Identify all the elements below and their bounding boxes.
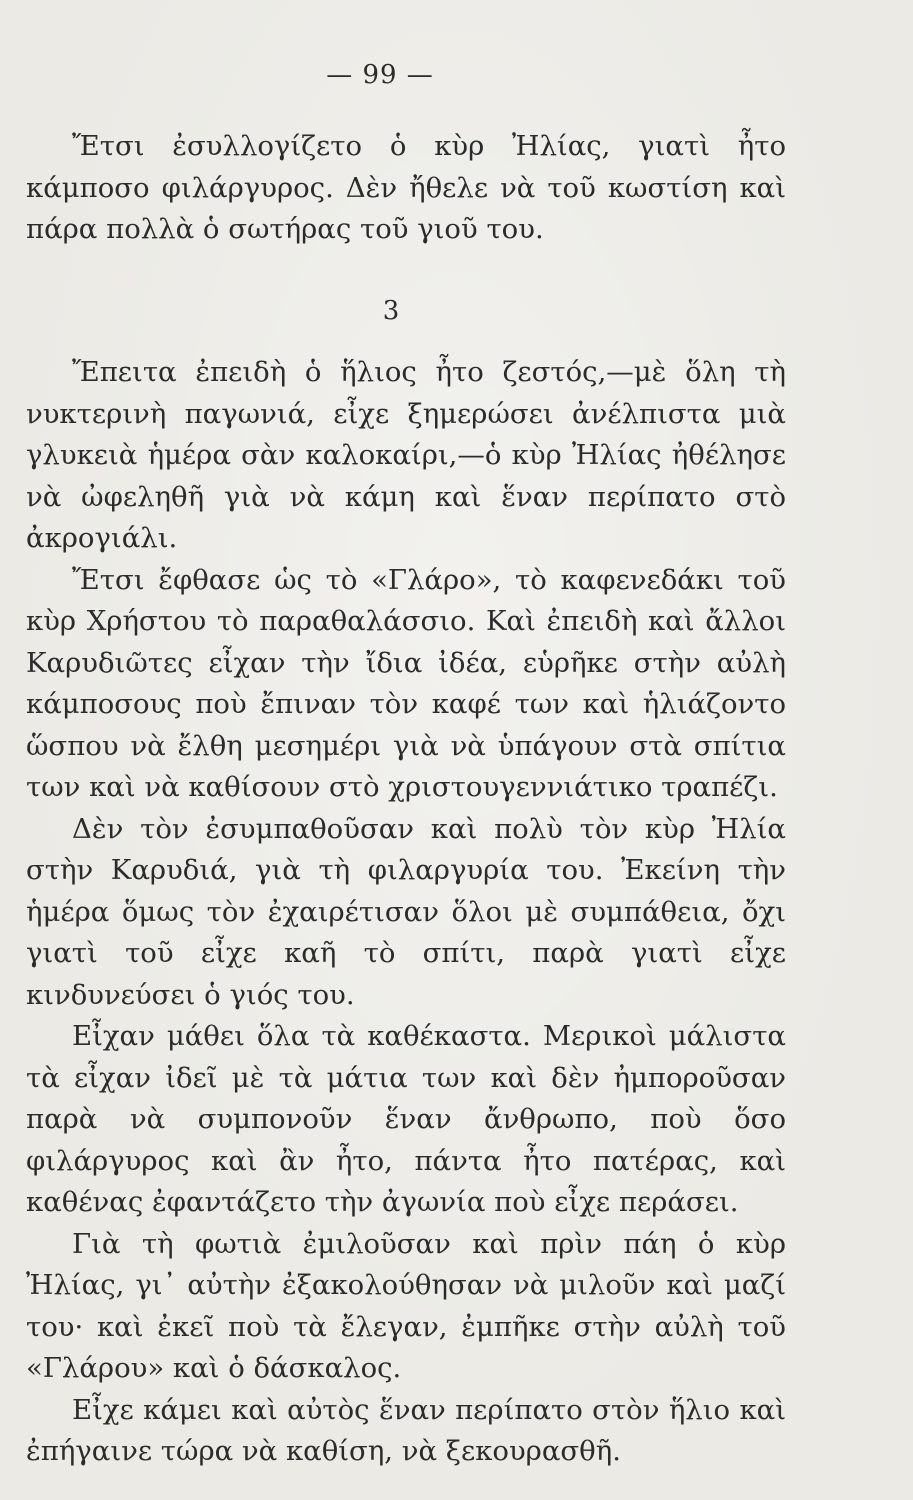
page-number: — 99 — (326, 60, 434, 90)
paragraph: Εἶχε κάμει καὶ αὐτὸς ἕναν περίπατο στὸν ἥλιο καὶ ἐπήγαινε τώρα νὰ καθίση, νὰ ξεκουρασθῆ. (26, 1393, 786, 1467)
text-after-section (26, 352, 786, 1473)
paragraph: Ἔτσι ἔφθασε ὡς τὸ «Γλάρο», τὸ καφενεδάκι τοῦ κὺρ Χρήστου τὸ παραθαλάσσιο. Καὶ ἐπειδὴ καὶ ἄλλοι Καρυδιῶτες εἶχαν τὴν ἴδια ἰδέα, εὑρῆκε στὴν αὐλὴ κάμποσους ποὺ ἔπιναν τὸν καφέ των καὶ ἡλιάζοντο ὥσπου νὰ ἔλθη μεσημέρι γιὰ νὰ ὑπάγουν στὰ σπίτια των καὶ νὰ καθίσουν στὸ χριστουγεννιάτικο τραπέζι. (26, 563, 786, 803)
section-number: 3 (382, 296, 400, 326)
text-before-section (26, 126, 786, 251)
paragraph: Γιὰ τὴ φωτιὰ ἐμιλοῦσαν καὶ πρὶν πάη ὁ κὺρ Ἠλίας, γι᾽ αὐτὴν ἐξακολούθησαν νὰ μιλοῦν καὶ μαζί του· καὶ ἐκεῖ ποὺ τὰ ἔλεγαν, ἐμπῆκε στὴν αὐλὴ τοῦ «Γλάρου» καὶ ὁ δάσκαλος. (26, 1227, 786, 1384)
paragraph: Δὲν τὸν ἐσυμπαθοῦσαν καὶ πολὺ τὸν κὺρ Ἠλία στὴν Καρυδιά, γιὰ τὴ φιλαργυρία του. Ἐκείνη τὴν ἡμέρα ὅμως τὸν ἐχαιρέτισαν ὅλοι μὲ συμπάθεια, ὄχι γιατὶ τοῦ εἶχε καῆ τὸ σπίτι, παρὰ γιατὶ εἶχε κινδυνεύσει ὁ γιός του. (26, 812, 786, 1011)
paragraph: Ἔτσι ἐσυλλογίζετο ὁ κὺρ Ἠλίας, γιατὶ ἦτο κάμποσο φιλάργυρος. Δὲν ἤθελε νὰ τοῦ κωστίση καὶ πάρα πολλὰ ὁ σωτήρας τοῦ γιοῦ του. (26, 130, 786, 245)
paragraph: Εἶχαν μάθει ὅλα τὰ καθέκαστα. Μερικοὶ μάλιστα τὰ εἶχαν ἰδεῖ μὲ τὰ μάτια των καὶ δὲν ἠμποροῦσαν παρὰ νὰ συμπονοῦν ἕναν ἄνθρωπο, ποὺ ὅσο φιλάργυρος καὶ ἂν ἦτο, πάντα ἦτο πατέρας, καὶ καθένας ἐφαντάζετο τὴν ἀγωνία ποὺ εἶχε περάσει. (26, 1020, 786, 1218)
paragraph: Ἔπειτα ἐπειδὴ ὁ ἥλιος ἦτο ζεστός,—μὲ ὅλη τὴ νυκτερινὴ παγωνιά, εἶχε ξημερώσει ἀνέλπιστα μιὰ γλυκειὰ ἡμέρα σὰν καλοκαίρι,—ὁ κὺρ Ἠλίας ἠθέλησε νὰ ὠφεληθῆ γιὰ νὰ κάμη καὶ ἕναν περίπατο στὸ ἀκρογιάλι. (26, 356, 786, 554)
